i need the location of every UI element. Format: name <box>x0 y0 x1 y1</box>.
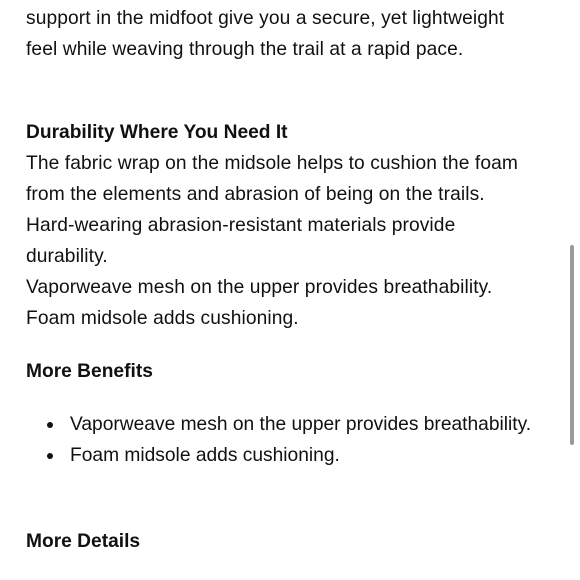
intro-line: feel while weaving through the trail at a rapid pace. <box>26 39 464 60</box>
bullet-icon <box>47 422 53 428</box>
intro-line: support in the midfoot give you a secure, yet lightweight <box>26 8 505 29</box>
product-description <box>26 0 556 580</box>
durability-line: The fabric wrap on the midsole helps to cushion the foam <box>26 153 518 174</box>
vertical-scrollbar[interactable] <box>570 245 574 445</box>
durability-line: Vaporweave mesh on the upper provides breathability. <box>26 277 493 298</box>
more-benefits-heading: More Benefits <box>26 361 153 382</box>
durability-line: durability. <box>26 246 108 267</box>
bullet-icon <box>47 453 53 459</box>
durability-line: from the elements and abrasion of being on the trails. <box>26 184 485 205</box>
durability-line: Foam midsole adds cushioning. <box>26 308 299 329</box>
durability-heading: Durability Where You Need It <box>26 122 288 143</box>
benefit-text: Foam midsole adds cushioning. <box>70 445 340 466</box>
benefit-text: Vaporweave mesh on the upper provides breathability. <box>70 414 532 435</box>
more-details-heading: More Details <box>26 531 141 552</box>
durability-line: Hard-wearing abrasion-resistant materials provide <box>26 215 456 236</box>
